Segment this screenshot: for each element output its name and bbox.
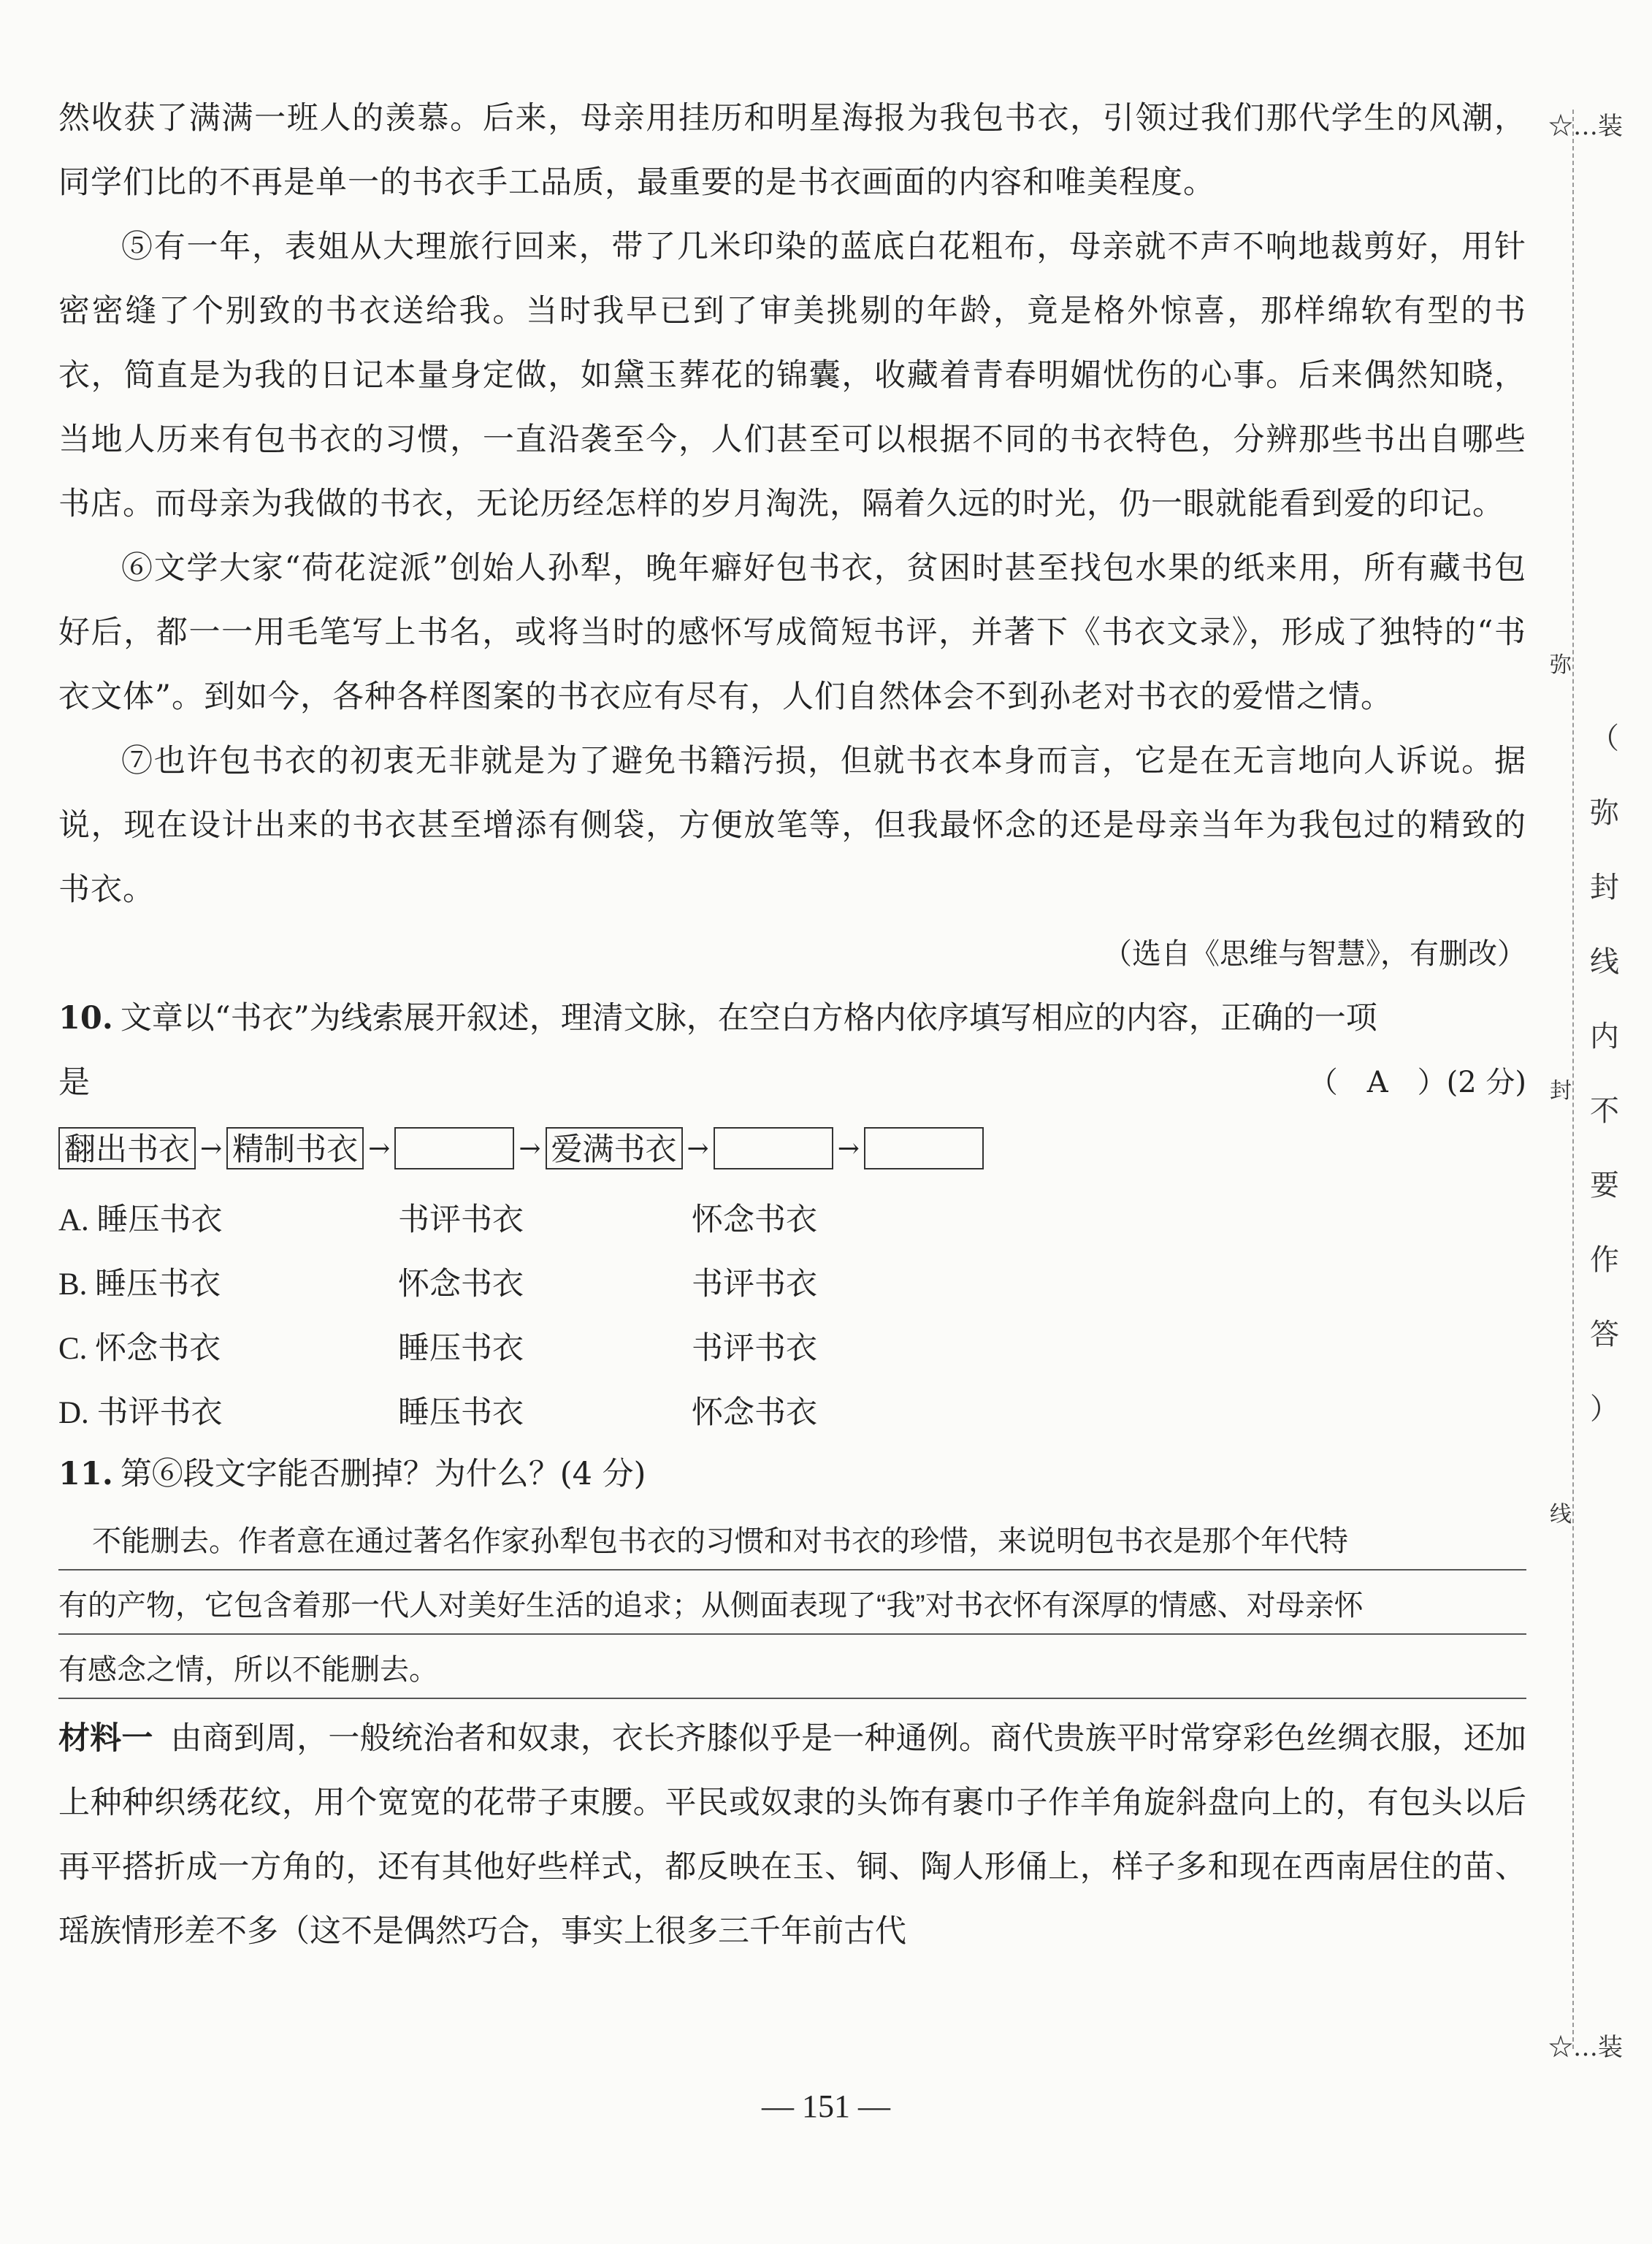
answer-line-2: 有的产物，它包含着那一代人对美好生活的追求；从侧面表现了“我”对书衣怀有深厚的情感、对母亲怀 [58,1571,1526,1635]
option-c[interactable]: C. 怀念书衣 睡压书衣 书评书衣 [58,1331,817,1366]
flow-box-3-blank[interactable] [394,1127,514,1169]
question-10-text: 文章以“书衣”为线索展开叙述，理清文脉，在空白方格内依序填写相应的内容，正确的一项 [120,1000,1377,1037]
question-10-number: 10. [58,1000,113,1037]
binding-mark-top: ☆…装 [1548,112,1623,141]
option-b[interactable]: B. 睡压书衣 怀念书衣 书评书衣 [58,1267,817,1302]
question-11-text: 第⑥段文字能否删掉？为什么？(4 分) [120,1456,646,1492]
answer-line-3: 有感念之情，所以不能删去。 [58,1635,1526,1699]
material-text: 由商到周，一般统治者和奴隶，衣长齐膝似乎是一种通例。商代贵族平时常穿彩色丝绸衣服，还加上种种织绣花纹，用个宽宽的花带子束腰。平民或奴隶的头饰有裹巾子作羊角旋斜盘向上的，有包头以后再平搭折成一方角的，还有其他好些样式，都反映在玉、铜、陶人形俑上，样子多和现在西南居住的苗、瑶族情形差不多（这不是偶然巧合，事实上很多三千年前古代 [58,1720,1527,1950]
question-10-text-end: 是 [58,1064,90,1101]
arrow-right-icon: → [837,1133,860,1164]
binding-char-xian: 线 [1550,1502,1572,1527]
answer-line-1: 不能删去。作者意在通过著名作家孙犁包书衣的习惯和对书衣的珍惜，来说明包书衣是那个年代特 [58,1506,1526,1571]
question-11-answer[interactable] [58,1506,1526,1699]
question-10-options [58,1185,1526,1442]
option-d[interactable]: D. 书评书衣 睡压书衣 怀念书衣 [58,1395,817,1430]
flow-diagram [58,1119,1526,1178]
flow-box-2: 精制书衣 [226,1127,364,1169]
paragraph-6: ⑥文学大家“荷花淀派”创始人孙犁，晚年癖好包书衣，贫困时甚至找包水果的纸来用，所有藏书包好后，都一一用毛笔写上书名，或将当时的感怀写成简短书评，并著下《书衣文录》，形成了独特的“书衣文体”。到如今，各种各样图案的书衣应有尽有，人们自然体会不到孙老对书衣的爱惜之情。 [58,550,1526,715]
question-10-answer: （ A ）(2 分) [1308,1066,1526,1099]
arrow-right-icon: → [200,1133,223,1164]
option-a[interactable]: A. 睡压书衣 书评书衣 怀念书衣 [58,1202,817,1237]
question-10 [58,986,1526,1442]
paragraph-7: ⑦也许包书衣的初衷无非就是为了避免书籍污损，但就书衣本身而言，它是在无言地向人诉说。据说，现在设计出来的书衣甚至增添有侧袋，方便放笔等，但我最怀念的还是母亲当年为我包过的精致的书衣。 [58,743,1526,908]
question-11 [58,1442,1526,1699]
flow-box-1: 翻出书衣 [58,1127,196,1169]
binding-char-feng: 封 [1550,1078,1572,1104]
material-one [58,1706,1526,1964]
binding-mark-bottom: ☆…装 [1548,2033,1623,2062]
arrow-right-icon: → [687,1133,709,1164]
paragraph-5: ⑤有一年，表姐从大理旅行回来，带了几米印染的蓝底白花粗布，母亲就不声不响地裁剪好，用针密密缝了个别致的书衣送给我。当时我早已到了审美挑剔的年龄，竟是格外惊喜，那样绵软有型的书衣，简直是为我的日记本量身定做，如黛玉葬花的锦囊，收藏着青春明媚忧伤的心事。后来偶然知晓，当地人历来有包书衣的习惯，一直沿袭至今，人们甚至可以根据不同的书衣特色，分辨那些书出自哪些书店。而母亲为我做的书衣，无论历经怎样的岁月淘洗，隔着久远的时光，仍一眼就能看到爱的印记。 [58,229,1526,522]
seal-line-notice: （ 弥 封 线 内 不 要 作 答 ） [1590,722,1619,1426]
page-content [58,86,1526,1964]
arrow-right-icon: → [519,1133,541,1164]
question-11-number: 11. [58,1456,113,1492]
flow-box-6-blank[interactable] [864,1127,984,1169]
paragraph-4-end: 然收获了满满一班人的羡慕。后来，母亲用挂历和明星海报为我包书衣，引领过我们那代学生的风潮，同学们比的不再是单一的书衣手工品质，最重要的是书衣画面的内容和唯美程度。 [58,100,1526,201]
binding-char-mi: 弥 [1550,652,1572,678]
flow-box-4: 爱满书衣 [546,1127,683,1169]
source-citation: （选自《思维与智慧》，有删改） [1103,937,1526,971]
binding-dashed-line [1572,110,1574,2049]
page-number: — 151 — [762,2088,890,2124]
flow-box-5-blank[interactable] [714,1127,833,1169]
material-label: 材料一 [58,1720,153,1757]
arrow-right-icon: → [368,1133,391,1164]
